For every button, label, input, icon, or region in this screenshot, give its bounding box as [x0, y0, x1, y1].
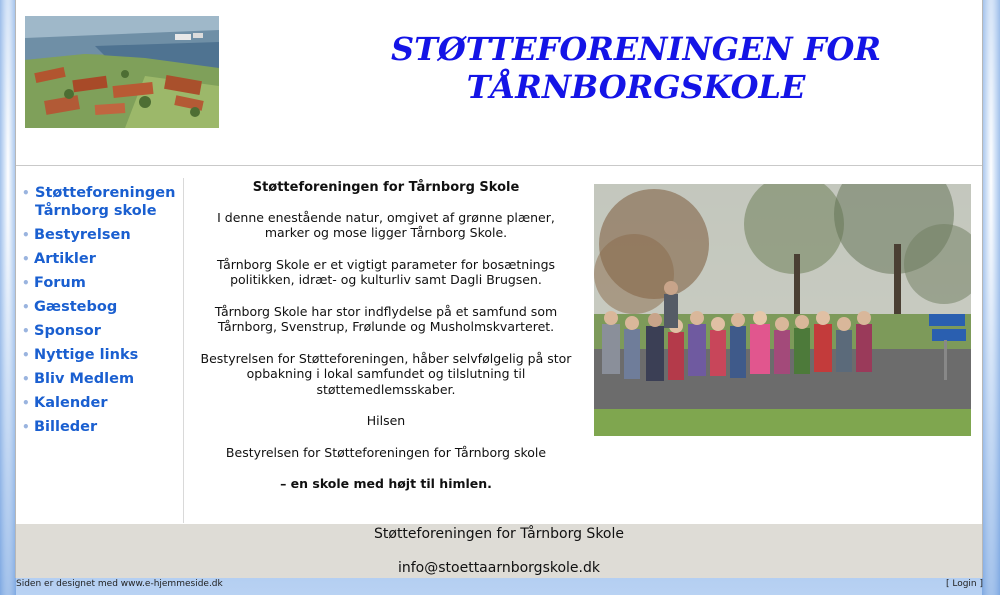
nav-item-label: Gæstebog	[34, 299, 118, 315]
content-paragraph: Tårnborg Skole har stor indflydelse på et samfund som Tårnborg, Svenstrup, Frølunde og Musholmskvarteret.	[214, 303, 558, 334]
nav-item-label: Bestyrelsen	[34, 227, 131, 243]
content-paragraph: Tårnborg Skole er et vigtigt parameter for bosætnings politikken, idræt- og kulturliv samt Dagli Brugsen.	[216, 256, 556, 287]
background-sky-right	[982, 0, 1000, 595]
nav-item-artikler[interactable]	[16, 250, 183, 268]
nav-item-forum[interactable]	[16, 274, 183, 292]
nav-item-label: Tårnborg skole	[35, 203, 157, 219]
nav-item-bestyrelsen[interactable]	[16, 226, 183, 244]
bullet-icon: •	[22, 420, 30, 434]
content-paragraph: I denne enestående natur, omgivet af grønne plæner, marker og mose ligger Tårnborg Skole.	[217, 209, 555, 240]
bullet-icon: •	[22, 252, 30, 266]
nav-item-label: Bliv Medlem	[34, 371, 135, 387]
page-title-line-2: TÅRNBORGSKOLE	[466, 68, 806, 106]
nav-item-label: Billeder	[34, 419, 98, 435]
footer-org-name: Støtteforeningen for Tårnborg Skole	[374, 526, 624, 542]
content-heading: Støtteforeningen for Tårnborg Skole	[252, 180, 520, 195]
bullet-icon: •	[22, 300, 30, 314]
nav-item-nyttige-links[interactable]	[16, 346, 183, 364]
page-container	[15, 0, 983, 578]
nav-item-kalender[interactable]	[16, 394, 183, 412]
main-content	[199, 180, 573, 508]
nav-item-sponsor[interactable]	[16, 322, 183, 340]
nav-item-label: Nyttige links	[34, 347, 139, 363]
content-signature: Bestyrelsen for Støtteforeningen for Tårnborg skole	[225, 444, 547, 460]
header	[16, 0, 982, 166]
nav-item-stoetteforeningen[interactable]	[16, 184, 183, 220]
bullet-icon: •	[22, 396, 30, 410]
nav-item-gaestebog[interactable]	[16, 298, 183, 316]
nav-item-label: Sponsor	[34, 323, 101, 339]
page-title-line-1: STØTTEFORENINGEN FOR	[390, 30, 881, 68]
footer-email: info@stoettaarnborgskole.dk	[397, 560, 600, 576]
background-sky-left	[0, 0, 16, 595]
children-group-photo	[594, 184, 971, 436]
bullet-icon: •	[22, 228, 30, 242]
bullet-icon: •	[22, 186, 30, 200]
content-paragraph: Bestyrelsen for Støtteforeningen, håber selvfølgelig på stor opbakning i lokal samfundet og tilslutning til støttemedlemsskaber.	[200, 350, 572, 397]
footer	[16, 524, 982, 578]
bullet-icon: •	[22, 348, 30, 362]
content-greeting: Hilsen	[366, 413, 406, 428]
page-title	[346, 30, 926, 106]
bottom-bar	[15, 578, 983, 592]
nav-item-label: Forum	[34, 275, 86, 291]
nav-item-label: Støtteforeningen	[35, 185, 176, 201]
bullet-icon: •	[22, 324, 30, 338]
nav-item-billeder[interactable]	[16, 418, 183, 436]
login-link[interactable]: [ Login ]	[945, 579, 983, 589]
bullet-icon: •	[22, 276, 30, 290]
nav-item-label: Artikler	[34, 251, 96, 267]
nav-item-label: Kalender	[34, 395, 108, 411]
nav-item-bliv-medlem[interactable]	[16, 370, 183, 388]
sidebar-nav	[16, 178, 184, 523]
bullet-icon: •	[22, 372, 30, 386]
designed-by-link[interactable]: Siden er designet med www.e-hjemmeside.dk	[16, 579, 223, 589]
content-tagline: – en skole med højt til himlen.	[280, 476, 492, 491]
school-aerial-photo	[25, 16, 219, 128]
